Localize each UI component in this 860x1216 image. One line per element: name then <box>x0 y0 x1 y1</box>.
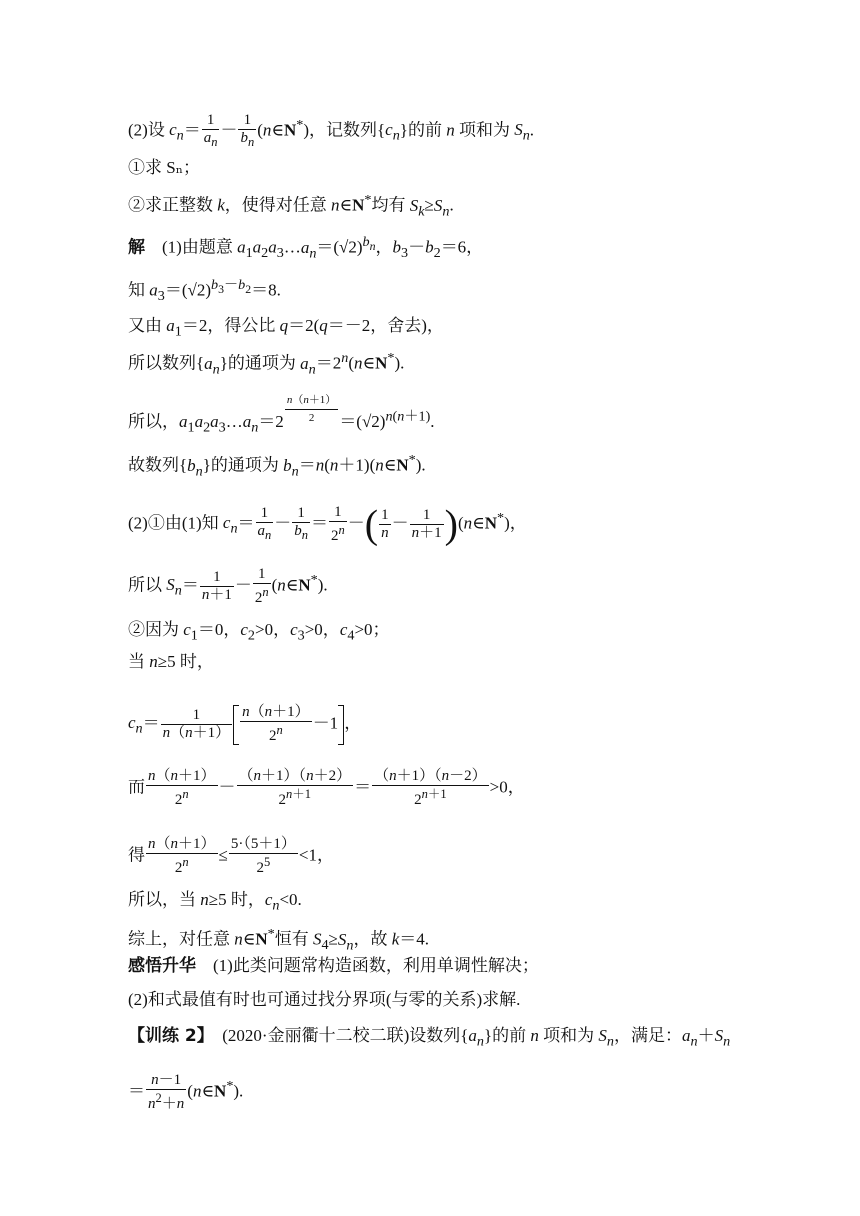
solution-line-11: $c_n=$ $\frac{1}{n(n+1)}$ $\frac{n(n+1)}{2^n}$ －1 ， <box>128 704 362 744</box>
insight-line-2: (2)和式最值有时也可通过找分界项(与零的关系)求解. <box>128 990 521 1009</box>
solution-line-9: ②因为 $c_1=0$，$c_2>0$，$c_3>0$，$c_4>0$； <box>128 620 390 644</box>
question-2-part-a: ①求 Sₙ； <box>128 158 201 177</box>
training-label: 【训练 2】 <box>128 1026 206 1046</box>
solution-line-5: 所以，$a_1a_2a_3\dots a_n=2$ $\frac{n(n+1)}{2}$ $=(√2)^{n(n+1)}$. <box>128 394 435 436</box>
training-line-2: ＝ $\frac{n-1}{n^2+n}$ (n∈N*). <box>128 1072 244 1112</box>
solution-line-12: 而 $\frac{n(n+1)}{2^n}$ － $\frac{(n+1)(n+2)}{2^{n+1}}$ ＝ $\frac{(n+1)(n-2)}{2^{n+1}}$ >0， <box>128 768 525 808</box>
solution-line-10: 当 n≥5 时， <box>128 652 214 671</box>
solution-line-14: 所以，当 n≥5 时，$c_n<0$. <box>128 890 302 914</box>
insight-line-1 <box>128 956 539 976</box>
training-line-1: 【训练 2】 (2020·金丽衢十二校二联)设数列$\{a_n\}$的前 n 项和为 $S_n$，满足：$a_n+S_n$ <box>128 1026 731 1050</box>
insight-text-1: (1)此类问题常构造函数，利用单调性解决； <box>213 956 539 975</box>
question-2-part-b: ②求正整数 k，使得对任意 n∈N*均有 $S_k\ge S_n$. <box>128 192 454 220</box>
solution-line-4: 所以数列$\{a_n\}$的通项为 $a_n=2^n(n\in N^*)$. <box>128 350 405 378</box>
solution-line-2: 知 $a_3=(√2)^{b_3-b_2}=8$. <box>128 277 281 305</box>
solution-label: 解 <box>128 237 145 258</box>
solution-line-7: (2)①由(1)知 $c_n=$ $\frac{1}{a_n}$ － $\frac{1}{b_n}$ ＝ $\frac{1}{2^n}$ －( $\frac{1}{n}$ － $\frac{1}{n+1}$ )(n∈N*)， <box>128 501 527 547</box>
solution-line-3: 又由 $a_1=2$，得公比 q＝2(q＝－2，舍去)， <box>128 316 444 340</box>
solution-line-6: 故数列$\{b_n\}$的通项为 $b_n=n(n+1)(n\in N^*)$. <box>128 452 426 480</box>
solution-line-15: 综上，对任意 n∈N*恒有 $S_4\ge S_n$，故 k＝4. <box>128 926 429 954</box>
solution-line-1: 解 (1)由题意 $a_1a_2a_3\dots a_n=(√2)^{b_n}$，$b_3-b_2=6$， <box>128 234 484 262</box>
solution-line-8: 所以 $S_n=$ $\frac{1}{n+1}$ － $\frac{1}{2^n}$ (n∈N*). <box>128 566 328 606</box>
solution-line-13: 得 $\frac{n(n+1)}{2^n}$ ≤ $\frac{5\cdot(5+1)}{2^5}$ <1， <box>128 836 334 876</box>
question-2: (2)设 $c_n=$ $\frac{1}{a_n}$ － $\frac{1}{b_n}$ (n∈N*)，记数列$\{c_n\}$的前 n 项和为 $S_n$. <box>128 112 535 149</box>
insight-label: 感悟升华 <box>128 956 196 976</box>
